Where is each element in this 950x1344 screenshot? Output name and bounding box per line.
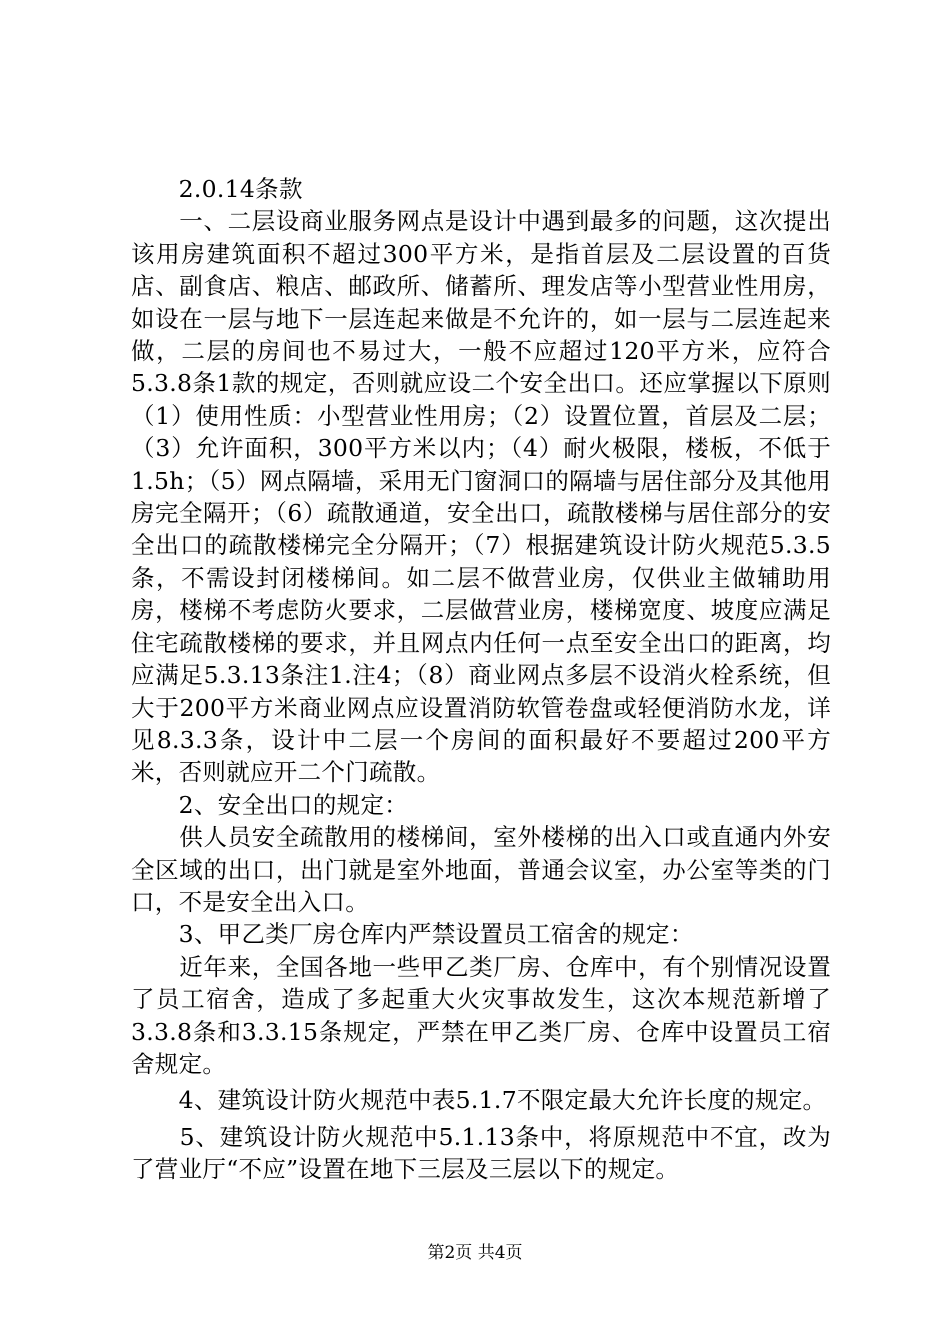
paragraph-dormitory-body: 近年来，全国各地一些甲乙类厂房、仓库中，有个别情况设置了员工宿舍，造成了多起重大火灾事故发生，这次本规范新增了3.3.8条和3.3.15条规定，严禁在甲乙类厂房、仓库中设置员工宿舍规定。 [131, 952, 831, 1078]
paragraph-clause-heading: 2.0.14条款 [131, 175, 303, 203]
paragraph-safety-exit-heading: 2、安全出口的规定： [131, 790, 409, 819]
page-number: 第2页 共4页 [427, 1243, 523, 1263]
paragraph-commercial-outlets: 一、二层设商业服务网点是设计中遇到最多的问题，这次提出该用房建筑面积不超过300平方米，是指首层及二层设置的百货店、副食店、粮店、邮政所、储蓄所、理发店等小型营业性用房，如设在一层与地下一层连起来做是不允许的，如一层与二层连起来做，二层的房间也不易过大，一般不应超过120平方米，应符合5.3.8条1款的规定，否则就应设二个安全出口。还应掌握以下原则（1）使用性质：小型营业性用房；（2）设置位置，首层及二层；（3）允许面积，300平方米以内；（4）耐火极限，楼板，不低于1.5h；（5）网点隔墙，采用无门窗洞口的隔墙与居住部分及其他用房完全隔开；（6）疏散通道，安全出口，疏散楼梯与居住部分的安全出口的疏散楼梯完全分隔开；（7）根据建筑设计防火规范5.3.5条，不需设封闭楼梯间。如二层不做营业房，仅供业主做辅助用房，楼梯不考虑防火要求，二层做营业房，楼梯宽度、坡度应满足住宅疏散楼梯的要求，并且网点内任何一点至安全出口的距离，均应满足5.3.13条注1.注4；（8）商业网点多层不设消火栓系统，但大于200平方米商业网点应设置消防软管卷盘或轻便消防水龙，详见8.3.3条，设计中二层一个房间的面积最好不要超过200平方米，否则就应开二个门疏散。 [131, 207, 831, 787]
paragraph-safety-exit-body: 供人员安全疏散用的楼梯间，室外楼梯的出入口或直通内外安全区域的出口，出门就是室外地面，普通会议室，办公室等类的门口，不是安全出入口。 [131, 823, 831, 916]
paragraph-dormitory-heading: 3、甲乙类厂房仓库内严禁设置员工宿舍的规定： [131, 920, 694, 949]
paragraph-business-hall: 5、建筑设计防火规范中5.1.13条中，将原规范中不宜，改为了营业厅“不应”设置在地下三层及三层以下的规定。 [131, 1122, 831, 1184]
document-body [131, 173, 831, 1186]
paragraph-table-length: 4、建筑设计防火规范中表5.1.7不限定最大允许长度的规定。 [131, 1086, 827, 1115]
